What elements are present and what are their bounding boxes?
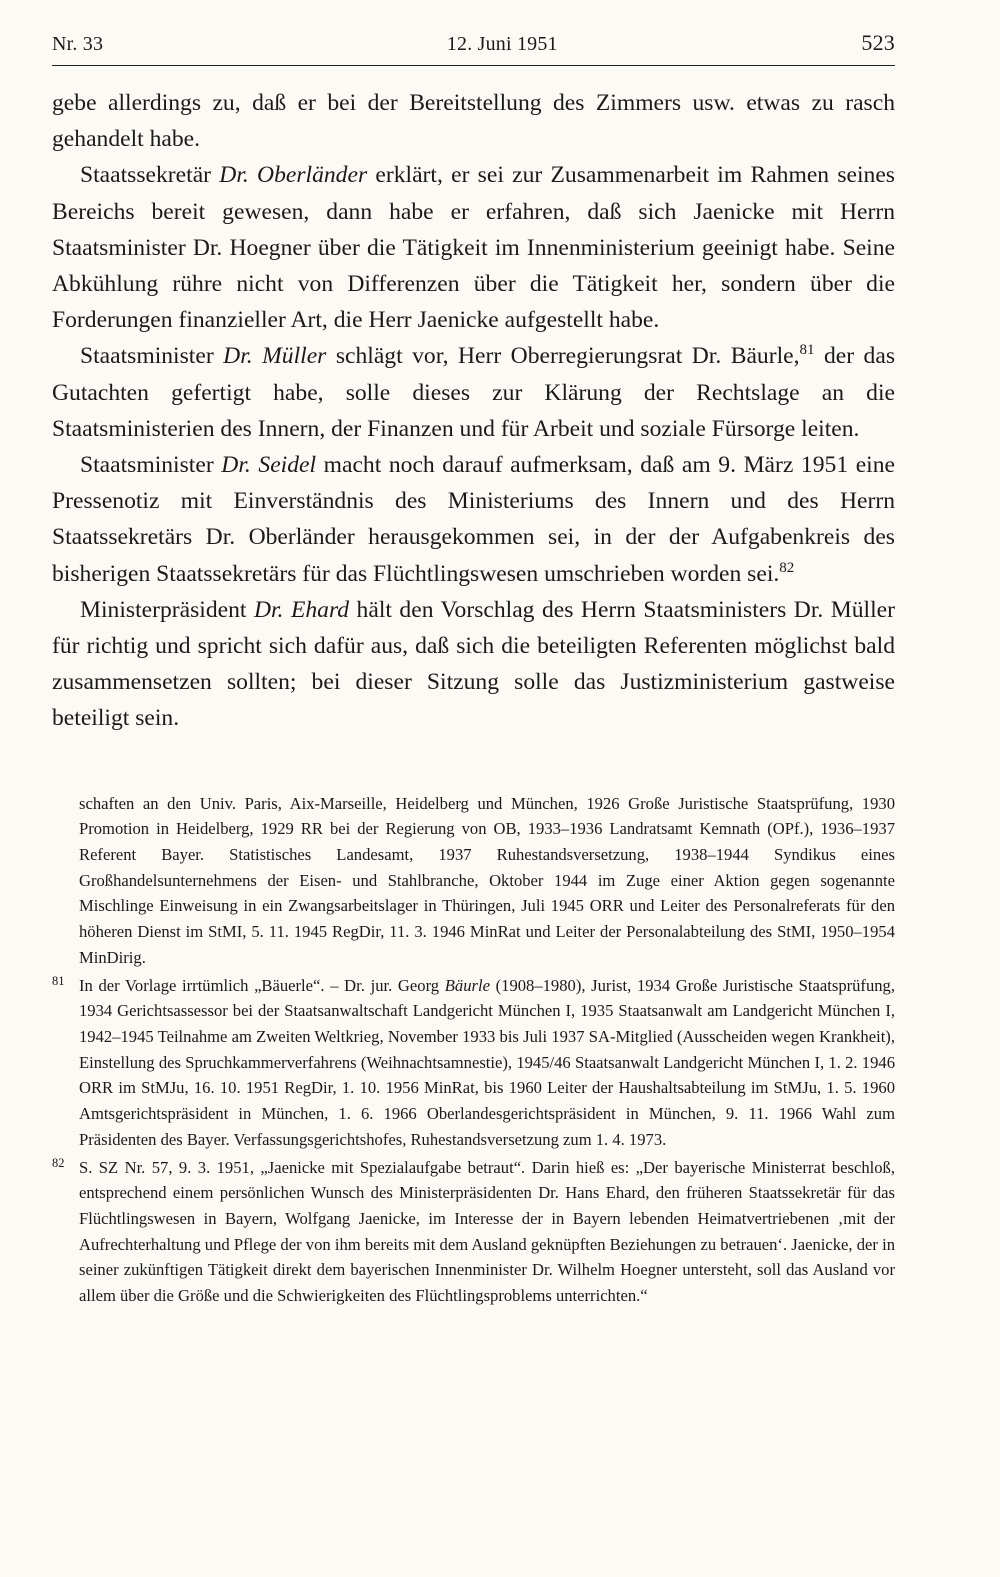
paragraph-5: [52, 592, 895, 737]
footnote-reference[interactable]: 82: [779, 559, 795, 576]
footnote-text: S. SZ Nr. 57, 9. 3. 1951, „Jaenicke mit Spezialaufgabe betraut“. Darin hieß es: „Der bayerische Ministerrat beschloß, entsprechend einem persönlichen Wunsch des Ministerpräsidenten Dr. Hans Ehard, den früheren Staatssekretär für das Flüchtlingswesen in Bayern, Wolfgang Jaenicke, im Interesse der in Bayern lebenden Heimatvertriebenen ‚mit der Aufrechterhaltung und Pflege der von ihm bereits mit dem Ausland geknüpften Beziehungen zu betrauen‘. Jaenicke, der in seiner zukünftigen Tätigkeit direkt dem bayerischen Innenminister Dr. Wilhelm Hoegner untersteht, soll das Ausland vor allem über die Größe und die Schwierigkeiten des Flüchtlingsproblems unterrichten.“: [79, 1157, 895, 1306]
footnote-continuation: schaften an den Univ. Paris, Aix-Marseille, Heidelberg und München, 1926 Große Juristische Staatsprüfung, 1930 Promotion in Heidelberg, 1929 RR bei der Regierung von OB, 1933–1936 Landratsamt Kemnath (OPf.), 1936–1937 Referent Bayer. Statistisches Landesamt, 1937 Ruhestandsversetzung, 1938–1944 Syndikus eines Großhandelsunternehmens der Eisen- und Stahlbranche, Oktober 1944 im Zuge einer Aktion gegen sogenannte Mischlinge Einweisung in ein Zwangsarbeitslager in Thüringen, Juli 1945 ORR und Leiter des Personalreferats für den höheren Dienst im StMI, 5. 11. 1945 RegDir, 11. 3. 1946 MinRat und Leiter der Personalabteilung des StMI, 1950–1954 MinDirig.: [79, 793, 895, 967]
paragraph-text: erklärt, er sei zur Zusammenarbeit im Rahmen seines Bereichs bereit gewesen, dann habe er erfahren, daß sich Jaenicke mit Herrn Staatsminister Dr. Hoegner über die Tätigkeit im Innenministerium geeinigt habe. Seine Abkühlung rühre nicht von Differenzen über die Tätigkeit her, sondern über die Forderungen finanzieller Art, die Herr Jaenicke aufgestellt habe.: [52, 162, 895, 334]
footnote-81: [52, 973, 895, 1153]
paragraph-4: [52, 447, 895, 592]
paragraph-3: [52, 338, 895, 447]
footnote-number: 82: [52, 1155, 65, 1170]
speaker-title: Dr.: [219, 162, 249, 189]
paragraph-text: der das Gutachten gefertigt habe, solle dieses zur Klärung der Rechtslage an die Staatsministerien des Innern, der Finanzen und für Arbeit und soziale Fürsorge leiten.: [52, 343, 895, 442]
speaker-role: Ministerpräsident: [80, 596, 254, 623]
footnote-text-part: In der Vorlage irrtümlich „Bäuerle“. – Dr. jur. Georg: [79, 975, 445, 995]
footnote-number: 81: [52, 973, 65, 988]
paragraph-2: [52, 157, 895, 338]
footnote-text-part: (1908–1980), Jurist, 1934 Große Juristische Staatsprüfung, 1934 Gerichtsassessor bei der Staatsanwaltschaft Landgericht München I, 1935 Staatsanwalt am Landgericht München I, 1942–1945 Teilnahme am Zweiten Weltkrieg, November 1933 bis Juli 1937 SA-Mitglied (Ausscheiden wegen Krankheit), Einstellung des Spruchkammerverfahrens (Weihnachtsamnestie), 1945/46 Staatsanwalt Landgericht München I, 1. 2. 1946 ORR im StMJu, 16. 10. 1951 RegDir, 1. 10. 1956 MinRat, bis 1960 Leiter der Haushaltsabteilung im StMJu, 1. 5. 1960 Amtsgerichtspräsident in München, 1. 6. 1966 Oberlandesgerichtspräsident in München, 9. 11. 1966 Wahl zum Präsidenten des Bayer. Verfassungsgerichtshofes, Ruhestandsversetzung zum 1. 4. 1973.: [79, 975, 895, 1149]
issue-number: Nr. 33: [52, 33, 104, 55]
page-number: 523: [861, 30, 895, 55]
speaker-name: Ehard: [290, 596, 350, 623]
speaker-role: Staatssekretär: [80, 162, 220, 189]
speaker-name: Müller: [262, 343, 327, 370]
document-page: [52, 30, 895, 1309]
speaker-title: Dr.: [223, 343, 253, 370]
paragraph-text: macht noch darauf aufmerksam, daß am 9. März 1951 eine Pressenotiz mit Einverständnis des Ministeriums des Innern und des Herrn Staatssekretärs Dr. Oberländer herausgekommen sei, in der der Aufgabenkreis des bisherigen Staatssekretärs für das Flüchtlingswesen umschrieben worden sei.: [52, 452, 895, 587]
speaker-title: Dr.: [253, 596, 284, 623]
speaker-role: Staatsminister: [80, 343, 224, 370]
paragraph-text: gebe allerdings zu, daß er bei der Bereitstellung des Zimmers usw. etwas zu rasch gehandelt habe.: [52, 90, 895, 153]
footnote-82: [52, 1155, 895, 1309]
speaker-title: Dr.: [221, 452, 251, 479]
footnote-reference[interactable]: 81: [799, 342, 815, 359]
footnotes-section: [52, 791, 895, 1309]
paragraph-1: [52, 85, 895, 157]
running-header: [52, 30, 895, 66]
paragraph-text: schlägt vor, Herr Oberregierungsrat Dr. Bäurle,: [326, 343, 800, 370]
speaker-role: Staatsminister: [80, 452, 222, 479]
session-date: 12. Juni 1951: [446, 33, 558, 55]
paragraph-text: hält den Vorschlag des Herrn Staatsministers Dr. Müller für richtig und spricht sich dafür aus, daß sich die beteiligten Referenten möglichst bald zusammensetzen sollten; bei dieser Sitzung solle das Justizministerium gastweise beteiligt sein.: [52, 596, 895, 732]
body-text: [52, 85, 895, 737]
speaker-name: Oberländer: [257, 162, 368, 189]
footnote-text: [79, 973, 895, 1153]
speaker-name: Seidel: [258, 452, 317, 479]
footnote-person-name: Bäurle: [444, 975, 490, 995]
